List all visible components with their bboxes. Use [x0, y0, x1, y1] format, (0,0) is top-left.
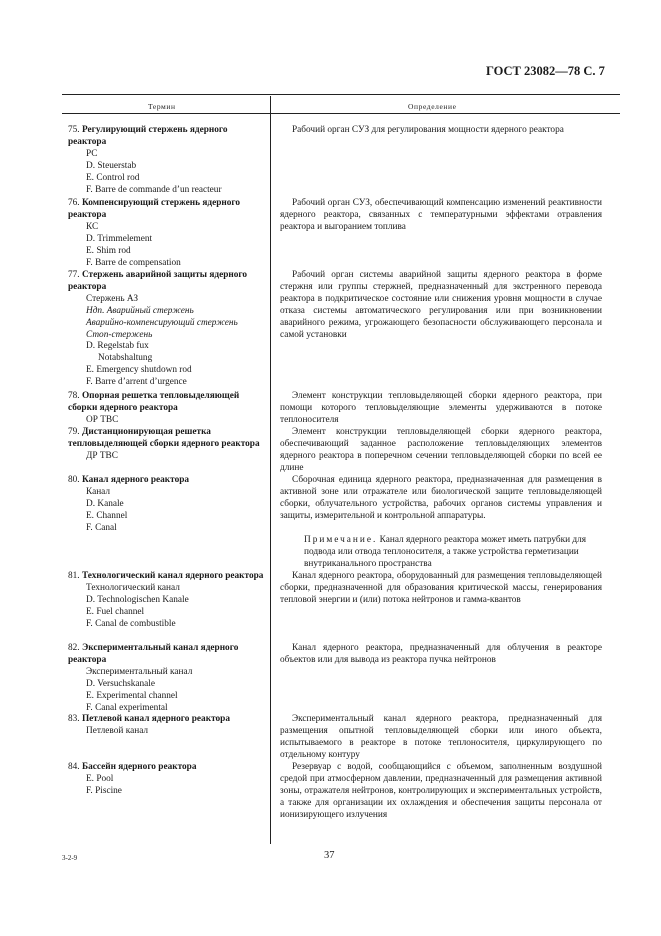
- definition-79: Элемент конструкции тепловыделяющей сборки ядерного реактора, обеспечивающий заданное расположение тепловыделяющих элементов ядерного реактора в поперечном сечении тепловыделяющей сборки по всей ее длине: [280, 427, 602, 473]
- term-81: 81. Технологический канал ядерного реактора Технологический канал D. Technologischen Kanale E. Fuel channel F. Canal de combustible: [68, 571, 264, 629]
- term-83: 83. Петлевой канал ядерного реактора Петлевой канал: [68, 714, 230, 736]
- definition-82: Канал ядерного реактора, предназначенный для облучения в реакторе объектов или для вывода из реактора пучка нейтронов: [280, 643, 602, 665]
- standard-header: ГОСТ 23082—78 С. 7: [486, 64, 605, 78]
- term-84: 84. Бассейн ядерного реактора E. Pool F. Piscine: [68, 762, 197, 796]
- term-76: 76. Компенсирующий стержень ядерного реактора КС D. Trimmelement E. Shim rod F. Barre de compensation: [68, 198, 241, 268]
- column-header-definition: Определение: [408, 102, 457, 111]
- page-number: 37: [324, 850, 335, 861]
- definition-81: Канал ядерного реактора, оборудованный для размещения тепловыделяющей сборки, предназначенной для образования критической массы, генерирования тепловой энергии и (или) потока нейтронов и гамма-квантов: [280, 571, 602, 605]
- note-label: Примечание.: [304, 535, 378, 545]
- term-82: 82. Экспериментальный канал ядерного реактора Экспериментальный канал D. Versuchskanale E. Experimental channel F. Canal experimental: [68, 643, 239, 713]
- term-77: 77. Стержень аварийной защиты ядерного реактора Стержень АЗ Ндп. Аварийный стержень Аварийно-компенсирующий стержень Стоп-стержень D. Regelstab fux Notabshaltung E. Emergency shutdown rod F. Barre d’arrent d’urgence: [68, 270, 248, 388]
- term-79: 79. Дистанционирующая решетка тепловыделяющей сборки ядерного реактора ДР ТВС: [68, 427, 260, 461]
- term-80: 80. Канал ядерного реактора Канал D. Kanale E. Channel F. Canal: [68, 475, 190, 533]
- definition-83: Экспериментальный канал ядерного реактора, предназначенный для размещения опытной тепловыделяющей сборки или иного объекта, испытываемого в реакторе в потоке теплоносителя, циркулирующего по отдельному контуру: [280, 714, 602, 760]
- table-top-rule: [62, 94, 620, 95]
- column-divider: [270, 96, 271, 844]
- term-75: 75. Регулирующий стержень ядерного реактора РС D. Steuerstab E. Control rod F. Barre de commande d’un reacteur: [68, 125, 228, 195]
- definition-75: Рабочий орган СУЗ для регулирования мощности ядерного реактора: [292, 125, 564, 135]
- note-80: Примечание. Канал ядерного реактора может иметь патрубки для подвода или отвода теплоносителя, а также устройства герметизации внутриканального пространства: [304, 535, 587, 569]
- term-78: 78. Опорная решетка тепловыделяющей сборки ядерного реактора ОР ТВС: [68, 391, 240, 425]
- column-header-term: Термин: [148, 102, 176, 111]
- definition-76: Рабочий орган СУЗ, обеспечивающий компенсацию изменений реактивности ядерного реактора, связанных с температурными эффектами отравления реактора и выгоранием топлива: [280, 198, 602, 232]
- definition-84: Резервуар с водой, сообщающийся с объемом, заполненным воздушной средой при атмосферном давлении, предназначенный для размещения активной зоны, отражателя нейтронов, контролирующих и экспериментальных устройств, а также для организации их охлаждения и обеспечения защиты персонала от ионизирующего излучения: [280, 762, 602, 820]
- print-code: 3-2-9: [62, 854, 78, 862]
- definition-80: Сборочная единица ядерного реактора, предназначенная для размещения в активной зоне или отражателе или биологической защите тепловыделяющей сборки, облучательного устройства, рабочих органов системы управления и защиты, измерительной и контрольной аппаратуры.: [280, 475, 602, 521]
- table-head-rule: [62, 113, 620, 114]
- definition-77: Рабочий орган системы аварийной защиты ядерного реактора в форме стержня или группы стержней, предназначенный для экстренного перевода реактора в подкритическое состояние или снижения уровня мощности в случае отказа системы автоматического регулирования или при возникновении аварийного режима, угрожающего безопасности обслуживающего персонала и самой установки: [280, 270, 602, 340]
- definition-78: Элемент конструкции тепловыделяющей сборки ядерного реактора, при помощи которого тепловыделяющие элементы удерживаются в потоке теплоносителя: [280, 391, 602, 425]
